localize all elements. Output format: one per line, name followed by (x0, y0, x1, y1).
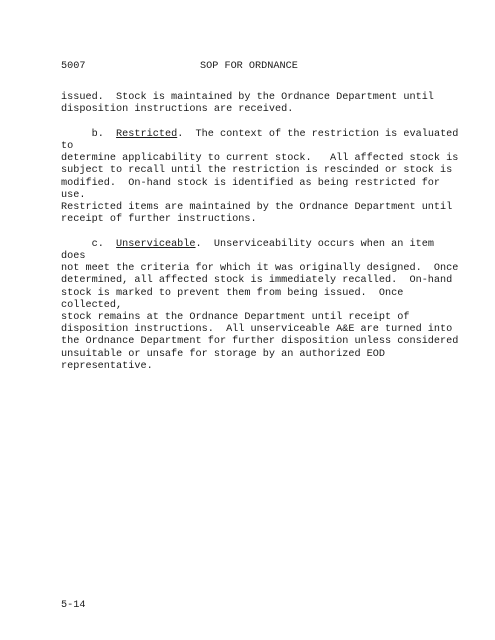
paragraph-unserviceable-text: . Unserviceability occurs when an item does not meet the criteria for which it was originally designed. Once determined, all affected stock is immediately recalled. On-hand stock is marked to prevent them from being issued. Once collected, stock remains at the Ordnance Department until receipt of disposition instructions. All unserviceable A&E are turned into the Ordnance Department for further disposition unless considered unsuitable or unsafe for storage by an authorized EOD representative. (61, 238, 459, 372)
paragraph-restricted-text: . The context of the restriction is evaluated to determine applicability to current stock. All affected stock is subject to recall until the restriction is rescinded or stock is modified. On-hand stock is identified as being restricted for use. Restricted items are maintained by the Ordnance Department until receipt of further instructions. (61, 128, 459, 226)
page-number: 5-14 (61, 600, 86, 611)
heading-unserviceable: Unserviceable (116, 238, 196, 250)
header-title: SOP FOR ORDNANCE (200, 61, 298, 72)
paragraph-unserviceable (61, 239, 461, 373)
paragraph-label-b: b. (61, 128, 117, 140)
heading-restricted: Restricted (116, 128, 178, 140)
body-text (61, 92, 461, 373)
paragraph-label-c: c. (61, 238, 117, 250)
paragraph-spacer (61, 226, 461, 238)
paragraph-continuation: issued. Stock is maintained by the Ordnance Department until disposition instructions are received. (61, 92, 434, 116)
paragraph-restricted (61, 129, 461, 227)
paragraph-spacer (61, 116, 461, 128)
header-section-code: 5007 (61, 61, 86, 72)
